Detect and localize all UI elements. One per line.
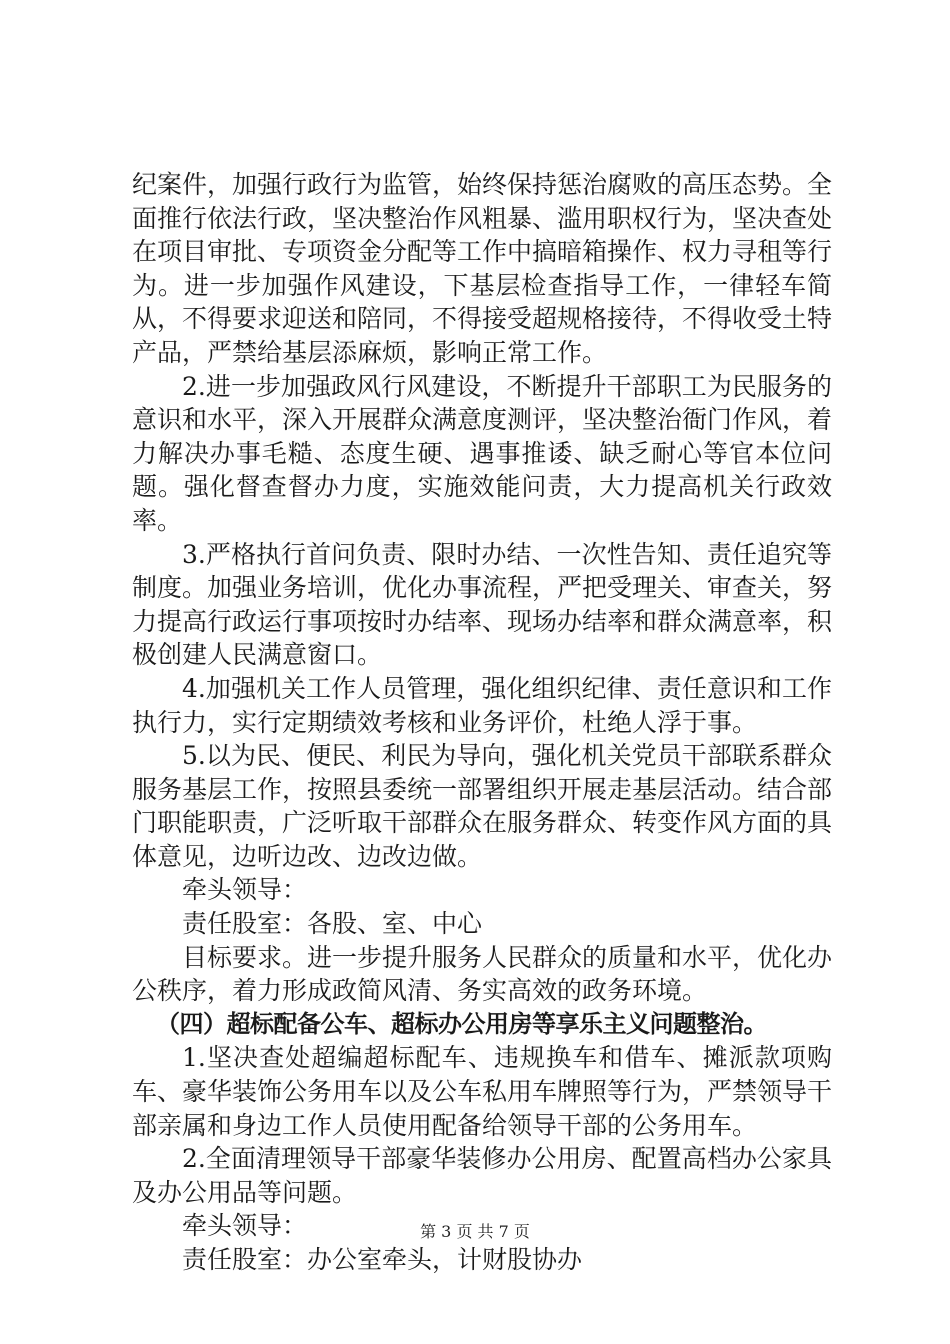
paragraph-item-1: 1.坚决查处超编超标配车、违规换车和借车、摊派款项购车、豪华装饰公务用车以及公车私用车牌照等行为，严禁领导干部亲属和身边工作人员使用配备给领导干部的公务用车。 — [132, 1043, 833, 1140]
paragraph-item-2: 2.进一步加强政风行风建设，不断提升干部职工为民服务的意识和水平，深入开展群众满意度测评，坚决整治衙门作风，着力解决办事毛糙、态度生硬、遇事推诿、缺乏耐心等官本位问题。强化督查督办力度，实施效能问责，大力提高机关行政效率。 — [132, 371, 833, 535]
document-body — [132, 168, 832, 1277]
paragraph-item-2b: 2.全面清理领导干部豪华装修办公用房、配置高档办公家具及办公用品等问题。 — [132, 1144, 832, 1207]
paragraph-item-5: 5.以为民、便民、利民为导向，强化机关党员干部联系群众服务基层工作，按照县委统一部署组织开展走基层活动。结合部门职能职责，广泛听取干部群众在服务群众、转变作风方面的具体意见，边听边改、边改边做。 — [132, 741, 833, 871]
lead-leader-line-2: 牵头领导： — [182, 1211, 308, 1241]
responsible-office-line-2: 责任股室：办公室牵头，计财股协办 — [182, 1245, 583, 1274]
paragraph-item-3: 3.严格执行首问负责、限时办结、一次性告知、责任追究等制度。加强业务培训，优化办事流程，严把受理关、审查关，努力提高行政运行事项按时办结率、现场办结率和群众满意率，积极创建人民满意窗口。 — [132, 539, 833, 670]
paragraph-item-4: 4.加强机关工作人员管理，强化组织纪律、责任意识和工作执行力，实行定期绩效考核和业务评价，杜绝人浮于事。 — [132, 673, 832, 737]
lead-leader-line: 牵头领导： — [182, 875, 308, 905]
section-heading-four: （四）超标配备公车、超标办公用房等享乐主义问题整治。 — [156, 1009, 767, 1038]
paragraph-continuation: 纪案件，加强行政行为监管，始终保持惩治腐败的高压态势。全面推行依法行政，坚决整治作风粗暴、滥用职权行为，坚决查处在项目审批、专项资金分配等工作中搞暗箱操作、权力寻租等行为。进一步加强作风建设，下基层检查指导工作，一律轻车简从，不得要求迎送和陪同，不得接受超规格接待，不得收受土特产品，严禁给基层添麻烦，影响正常工作。 — [132, 170, 833, 367]
responsible-office-line: 责任股室：各股、室、中心 — [182, 909, 483, 939]
page-number-footer: 第 3 页 共 7 页 — [420, 1222, 530, 1241]
target-requirement-paragraph: 目标要求。进一步提升服务人民群众的质量和水平，优化办公秩序，着力形成政简风清、务实高效的政务环境。 — [132, 942, 833, 1006]
